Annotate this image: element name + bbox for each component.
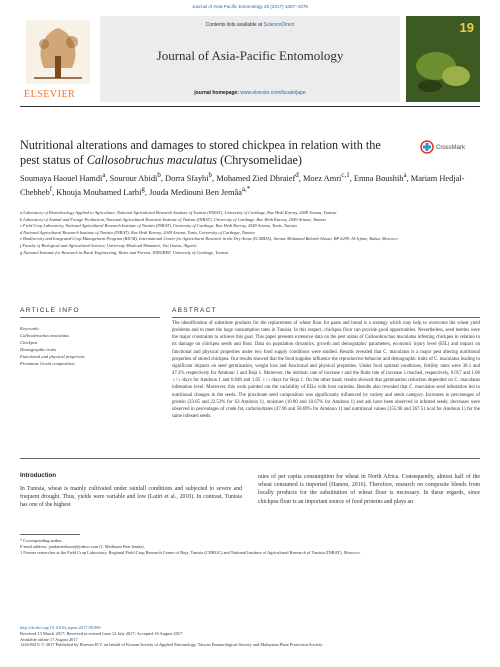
- journal-title: Journal of Asia-Pacific Entomology: [156, 48, 344, 63]
- affiliation: g National Institute for Research in Rural Engineering, Water and Forests, INRGREF, University of Carthage, Tunisia: [20, 249, 229, 255]
- abstract-text: The identification of substitute products for the replacement of wheat flour for paste and bread is a strategy which may help to overcome the wheat yield problems and to meet the huge consumption rates in Tunisia. In this respect, chickpea flour can provide good opportunities. Nevertheless, seed beetles were the major constraints to achieve this goal. This paper presents extensive data on the pest status of Callosobruchus maculatus infesting chickpea in relation to its damage on chickpea seeds and flour. Data on population dynamics, growth and demographic parameters, economic injury level (EIL) and impact on functional and physical properties under two food supply conditions were studied. Results revealed that C. maculatus is a major pest altering nutritional properties of stored chickpea. Our results showed that the food supplies influence the reproductive behavior and demographic traits of C. maculatus leading to significant impacts on seed germination, weight loss and functional and physical properties. Under food optimal conditions, fertility rates were 38.1 and 47.2% respectively for Amdoun 1 and Beja 1. Moreover, the intrinsic rate of increase r and the finite rate of increase λ reached, respectively, 0.057 and 1.06 ♀/♀/days for Amdoun 1 and 0.048 and 1.05 ♀/♀/days for Beja 1. On the other hand, results showed that germination reduction depended on C. maculatus infestation level. Moreover, this work pointed out the variability of EILs with host varieties. Results also revealed that C. maculatus seed infestation led to nutritional changes in the seeds. The proximate seed composition was significantly influenced by variety and seeds category. Increases in percentages of protein (33.05 and 22.53% for S3 Amdoun 1), moisture (10.80 and 10.67% for Amdoun 1) and ash have been observed in infested seeds; decreases were observed in percentages of crude fat, carbohydrates (47.96 and 58.69% for Amdoun 1) and nutritional values (355.90 and 367.51 kcal for Amdoun 1) for the same infested seeds.: [172, 321, 480, 420]
- keyword: Functional and physical properties: [20, 354, 85, 359]
- author[interactable]: Jouda Mediouni Ben Jemâa: [149, 188, 242, 198]
- cover-number: 19: [459, 20, 474, 35]
- article-info-heading: ARTICLE INFO: [20, 307, 80, 314]
- running-head: Journal of Asia-Pacific Entomology 20 (2017) 1067–1076: [192, 4, 308, 9]
- received-dates: Received 13 March 2017; Received in revised form 12 July 2017; Accepted 16 August 2017: [20, 630, 183, 636]
- publisher-name: ELSEVIER: [24, 89, 76, 100]
- title-main: Nutritional alterations and damages to stored chickpea in relation with the pest status of: [20, 138, 381, 167]
- abstract-rule: [172, 317, 480, 318]
- keywords-heading: Keywords:: [20, 326, 40, 331]
- footnote: * Corresponding author.: [20, 538, 63, 543]
- author-list: Soumaya Haouel Hamdi$^a$, Sourour Abidi$^b$, Dorra Sfayhi$^b$, Mohamed Zied Dhraief$^d$, Moez Amri$^{c,1}$, Emna Boushih$^a$, Mariam Hedjal-Chebheb$^f$, Khouja Mouhamed Larbi$^g$, Jouda Mediouni Ben Jemâa$^{a,*}$: [20, 171, 465, 198]
- journal-cover-image: [406, 16, 480, 102]
- affiliation: f Faculty of Biological and Agricultural Science, University Mouloud Mammeri, Tizi Ouzou, Algeria: [20, 242, 197, 248]
- author[interactable]: Sourour Abidi: [109, 173, 158, 183]
- homepage-line: [100, 90, 400, 96]
- affiliations: [20, 210, 480, 256]
- affiliation: c Field Crop Laboratory, National Agricultural Research Institute of Tunisia (INRAT), University of Carthage, Rue Hedi Karray, 2049 Ariana, Tunis, Tunisia: [20, 223, 297, 229]
- abstract-heading: ABSTRACT: [172, 307, 217, 314]
- author[interactable]: Emna Boushih: [353, 173, 404, 183]
- author[interactable]: Mohamed Zied Dhraief: [216, 173, 296, 183]
- keyword: Chickpea: [20, 340, 38, 345]
- title-family: (Chrysomelidae): [220, 153, 302, 167]
- article-title: [20, 138, 390, 168]
- contents-prefix: Contents lists available at: [205, 22, 263, 28]
- keyword: Proximate Grain composition: [20, 361, 75, 366]
- homepage-prefix: journal homepage:: [194, 90, 240, 96]
- keywords-block: [20, 325, 160, 367]
- author[interactable]: Moez Amri: [302, 173, 342, 183]
- author[interactable]: Soumaya Haouel Hamdi: [20, 173, 103, 183]
- doi-link[interactable]: http://dx.doi.org/10.1016/j.aspen.2017.08.008: [20, 625, 101, 630]
- footnote: E-mail address: joudamediouni@yahoo.com (J. Mediouni Ben Jemâa).: [20, 544, 145, 549]
- author[interactable]: Dorra Sfayhi: [165, 173, 209, 183]
- contents-line: [100, 22, 400, 28]
- journal-masthead: [20, 16, 480, 102]
- affiliation: d National Agricultural Research Institute of Tunisia (INRAT), Rue Hedi Karray, 2049 Ariana, Tunis, University of Carthage, Tunisia: [20, 229, 255, 235]
- sciencedirect-link[interactable]: ScienceDirect: [263, 22, 295, 28]
- online-date: Available online 17 August 2017: [20, 636, 78, 642]
- publication-info: [20, 625, 480, 648]
- keyword: Callosobruchus maculatus: [20, 333, 70, 338]
- affiliation: b Laboratory of Animal and Forage Production, National Agricultural Research Institute of Tunisia (INRAT), University of Carthage, Rue Hedi Karray, 2049 Ariana, Tunisia: [20, 216, 326, 222]
- affiliation: e Biodiversity and Integrated Crop Management Program (BICM), International Center for Agricultural Research in the Dry Areas (ICARDA), Avenue Mohamed Belarbi Alaoui, BP 6299, Al-Irfane, Rabat, Morocco: [20, 236, 398, 242]
- crossmark-badge[interactable]: [420, 140, 480, 162]
- title-species: Callosobruchus maculatus: [86, 153, 218, 167]
- elsevier-logo: [20, 16, 96, 102]
- homepage-url[interactable]: www.elsevier.com/locate/jape: [240, 90, 306, 96]
- footnote-rule: [20, 534, 80, 535]
- intro-left-column: In Tunisia, wheat is mainly cultivated under rainfall conditions and subjected to severe and frequent drought. Thus, yields were variable and low (Latiri et al., 2010). In contrast, Tunisia has one of the highest: [20, 486, 242, 509]
- article-info-rule: [20, 317, 160, 318]
- footnotes: [20, 538, 480, 556]
- copyright: 1226-8615/ © 2017 Published by Elsevier B.V. on behalf of Korean Society of Applied Entomology, Taiwan Entomological Society and Malaysian Plant Protection Society.: [20, 642, 324, 648]
- keyword: Demographic traits: [20, 347, 57, 352]
- intro-right-column: rates of per capita consumption for wheat in North Africa. Consequently, almost half of the wheat consumed is imported (Hamon, 2016). Therefore, research on composite blends from locally products for the substitution of wheat flour is necessary. In these regards, since chickpea flour is an important source of food proteins and plays an: [258, 474, 480, 505]
- crossmark-icon: [420, 140, 434, 158]
- affiliation: a Laboratory of Biotechnology Applied to Agriculture, National Agricultural Research Institute of Tunisia (INRAT), University of Carthage, Rue Hedi Karray, 2049 Ariana, Tunisia: [20, 210, 337, 215]
- intro-heading: Introduction: [20, 472, 57, 479]
- footnote: 1 Former researcher at the Field Crop Laboratory, Regional Field Crop Research Center of Beja, Tunisia (CRRGC) and National Institute of Agricultural Research of Tunisia (INRAT), Morocco.: [20, 550, 361, 555]
- masthead-center: [100, 16, 400, 102]
- author[interactable]: Khouja Mouhamed Larbi: [56, 188, 142, 198]
- crossmark-label: CrossMark: [436, 145, 466, 151]
- masthead-rule: [20, 106, 480, 107]
- abstract-end-rule: [20, 458, 480, 459]
- author[interactable]: Mariam Hedjal-Chebheb: [20, 173, 465, 198]
